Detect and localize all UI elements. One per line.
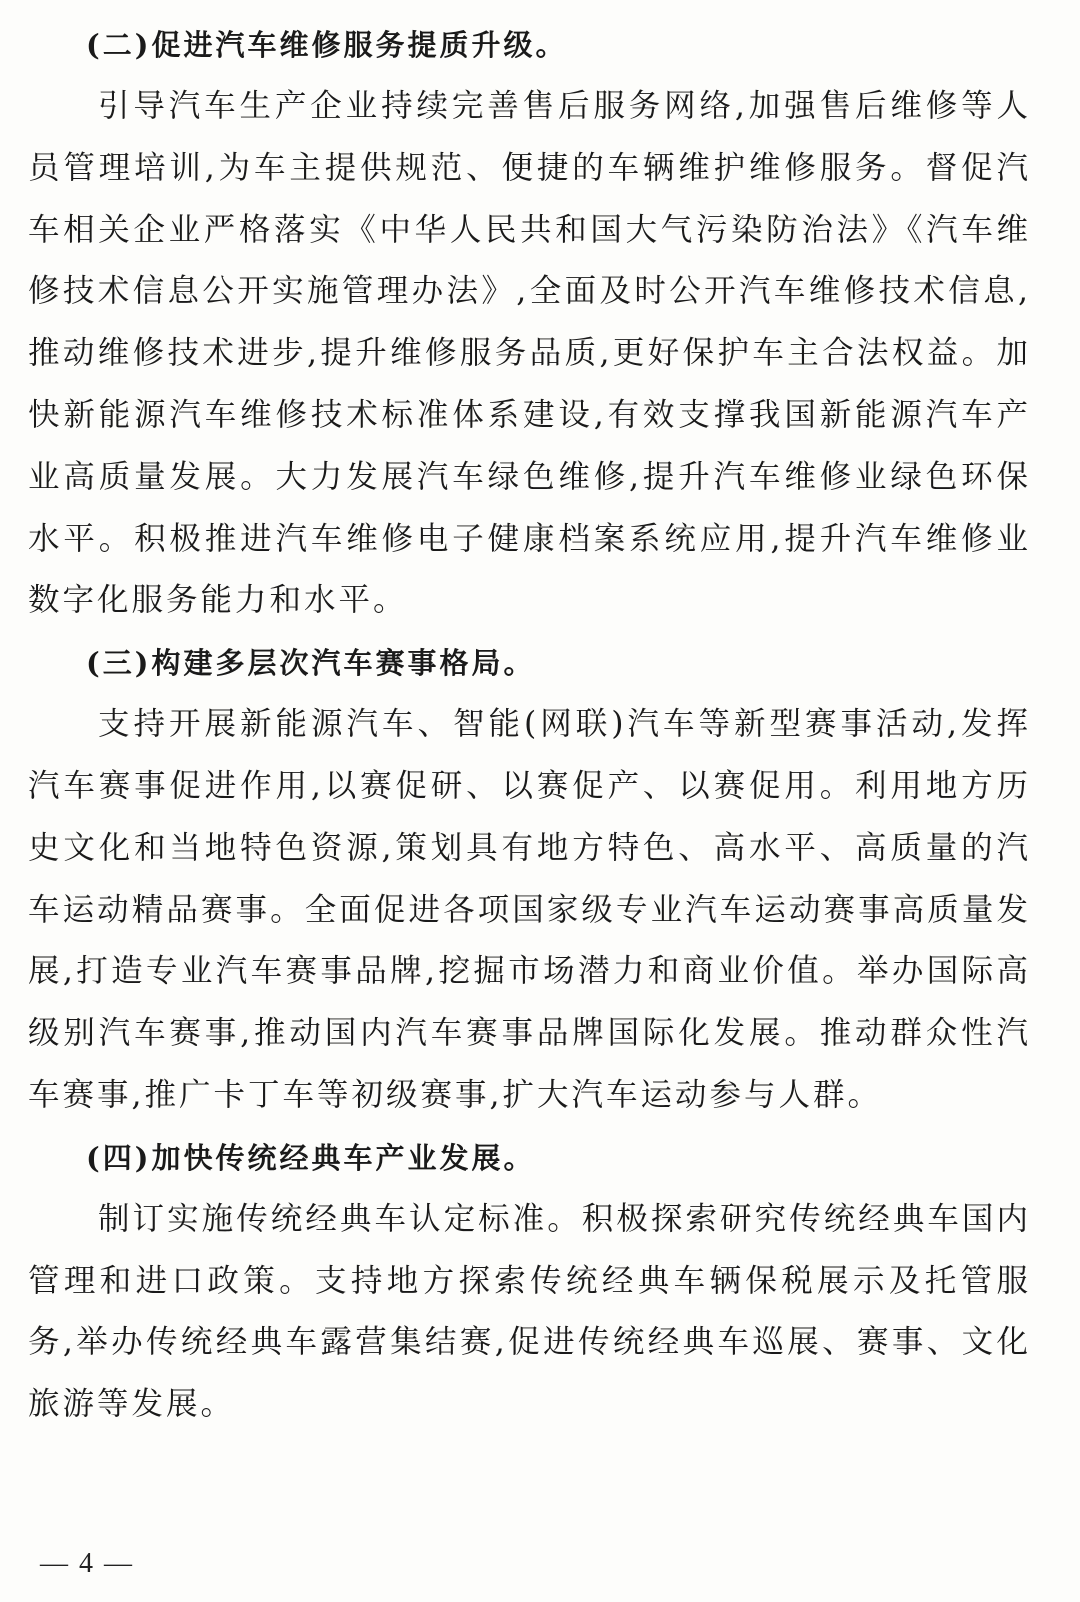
section-heading-2: (二)促进汽车维修服务提质升级。 [86,28,568,62]
section-paragraph-2: 引导汽车生产企业持续完善售后服务网络,加强售后维修等人员管理培训,为车主提供规范、便捷的车辆维护维修服务。督促汽车相关企业严格落实《中华人民共和国大气污染防治法》《汽车维修技术信息公开实施管理办法》,全面及时公开汽车维修技术信息,推动维修技术进步,提升维修服务品质,更好保护车主合法权益。加快新能源汽车维修技术标准体系建设,有效支撑我国新能源汽车产业高质量发展。大力发展汽车绿色维修,提升汽车维修业绿色环保水平。积极推进汽车维修电子健康档案系统应用,提升汽车维修业数字化服务能力和水平。 [28,88,1031,619]
section-paragraph-3: 支持开展新能源汽车、智能(网联)汽车等新型赛事活动,发挥汽车赛事促进作用,以赛促研、以赛促产、以赛促用。利用地方历史文化和当地特色资源,策划具有地方特色、高水平、高质量的汽车运动精品赛事。全面促进各项国家级专业汽车运动赛事高质量发展,打造专业汽车赛事品牌,挖掘市场潜力和商业价值。举办国际高级别汽车赛事,推动国内汽车赛事品牌国际化发展。推动群众性汽车赛事,推广卡丁车等初级赛事,扩大汽车运动参与人群。 [28,706,1031,1113]
section-heading-3: (三)构建多层次汽车赛事格局。 [86,646,536,681]
section-heading-4: (四)加快传统经典车产业发展。 [86,1140,536,1175]
section-paragraph-4: 制订实施传统经典车认定标准。积极探索研究传统经典车国内管理和进口政策。支持地方探索传统经典车辆保税展示及托管服务,举办传统经典车露营集结赛,促进传统经典车巡展、赛事、文化旅游等发展。 [28,1200,1031,1423]
document-body [28,14,1031,1436]
page-number: — 4 — [40,1548,134,1579]
